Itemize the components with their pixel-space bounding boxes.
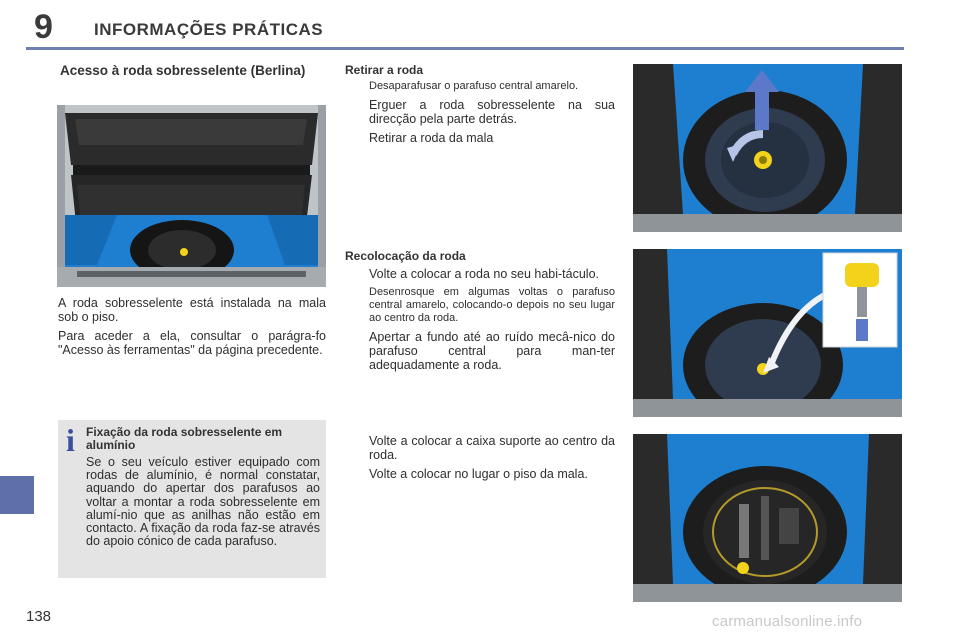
remove-wheel-photo bbox=[633, 64, 902, 232]
section-title: Acesso à roda sobresselente (Berlina) bbox=[60, 63, 306, 78]
refit-list bbox=[345, 267, 615, 377]
toolbox-photo bbox=[633, 434, 902, 602]
refit-title: Recolocação da roda bbox=[345, 249, 466, 263]
header-rule bbox=[26, 47, 904, 50]
remove-list bbox=[345, 80, 615, 150]
info-body: Se o seu veículo estiver equipado com rodas de alumínio, é normal constatar, aquando do apertar dos parafusos ao voltar a montar a roda sobresselente em alumí-nio que as anilhas não estão em contacto. A fixação da roda faz-se através do apoio cónico de cada parafuso. bbox=[86, 455, 320, 549]
chapter-number: 9 bbox=[34, 8, 53, 46]
page-number: 138 bbox=[26, 608, 52, 625]
toolbox-illustration bbox=[633, 434, 902, 602]
intro-paragraph-1: A roda sobresselente está instalada na mala sob o piso. bbox=[58, 296, 326, 324]
info-icon: i bbox=[66, 422, 75, 458]
list-item: Erguer a roda sobresselente na sua direcção pela parte detrás. bbox=[369, 98, 615, 126]
list-item: Retirar a roda da mala bbox=[369, 131, 494, 145]
chapter-side-tab bbox=[0, 476, 34, 514]
info-box bbox=[58, 420, 326, 578]
list-item: Volte a colocar a caixa suporte ao centro da roda. bbox=[369, 434, 615, 462]
list-item: Desaparafusar o parafuso central amarelo. bbox=[369, 80, 579, 92]
watermark: carmanualsonline.info bbox=[712, 613, 863, 630]
refit-wheel-illustration bbox=[633, 249, 902, 417]
final-list bbox=[345, 434, 615, 486]
refit-wheel-photo bbox=[633, 249, 902, 417]
list-item: Volte a colocar no lugar o piso da mala. bbox=[369, 467, 588, 481]
list-item: Desenrosque em algumas voltas o parafuso central amarelo, colocando-o depois no seu lugar ao centro da roda. bbox=[369, 286, 615, 324]
intro-paragraph-2: Para aceder a ela, consultar o parágra-fo "Acesso às ferramentas" da página precedente. bbox=[58, 329, 326, 357]
remove-wheel-illustration bbox=[633, 64, 902, 232]
list-item: Apertar a fundo até ao ruído mecâ-nico do parafuso central para man-ter adequadamente a roda. bbox=[369, 330, 615, 372]
intro-text bbox=[58, 296, 326, 362]
info-title: Fixação da roda sobresselente em alumínio bbox=[86, 425, 283, 452]
remove-title: Retirar a roda bbox=[345, 63, 424, 77]
trunk-illustration bbox=[57, 105, 326, 287]
trunk-photo bbox=[57, 105, 326, 287]
chapter-title: INFORMAÇÕES PRÁTICAS bbox=[94, 20, 324, 39]
list-item: Volte a colocar a roda no seu habi-táculo. bbox=[369, 267, 600, 281]
